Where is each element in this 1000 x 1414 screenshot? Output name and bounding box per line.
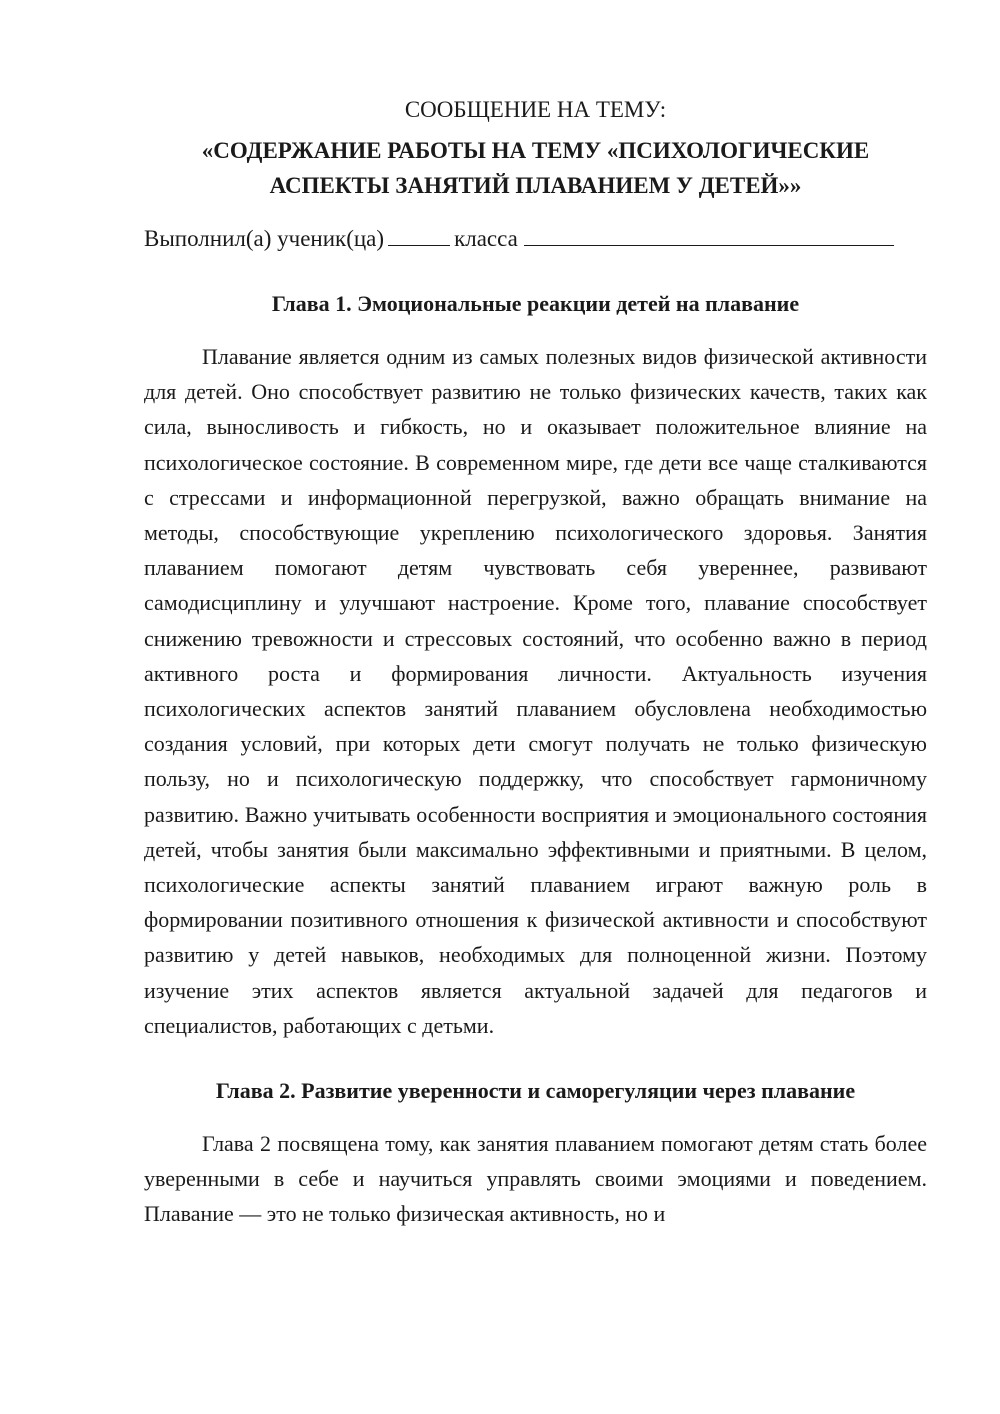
- author-class-label: класса: [454, 226, 518, 251]
- chapter-1-paragraph: Плавание является одним из самых полезных видов физической активности для детей. Оно способствует развитию не только физических качеств, таких как сила, выносливость и гибкость, но и оказывает положительное влияние на психологическое состояние. В современном мире, где дети все чаще сталкиваются с стрессами и информационной перегрузкой, важно обращать внимание на методы, способствующие укреплению психологического здоровья. Занятия плаванием помогают детям чувствовать себя увереннее, развивают самодисциплину и улучшают настроение. Кроме того, плавание способствует снижению тревожности и стрессовых состояний, что особенно важно в период активного роста и формирования личности. Актуальность изучения психологических аспектов занятий плаванием обусловлена необходимостью создания условий, при которых дети смогут получать не только физическую пользу, но и психологическую поддержку, что способствует гармоничному развитию. Важно учитывать особенности восприятия и эмоционального состояния детей, чтобы занятия были максимально эффективными и приятными. В целом, психологические аспекты занятий плаванием играют важную роль в формировании позитивного отношения к физической активности и способствуют развитию у детей навыков, необходимых для полноценной жизни. Поэтому изучение этих аспектов является актуальной задачей для педагогов и специалистов, работающих с детьми.: [144, 344, 927, 1038]
- author-prefix: Выполнил(а) ученик(ца): [144, 226, 385, 251]
- class-number-blank: [388, 223, 450, 246]
- document-content: [144, 92, 927, 1232]
- chapter-2-heading: Глава 2. Развитие уверенности и саморегуляции через плавание: [215, 1078, 856, 1104]
- document-header: СООБЩЕНИЕ НА ТЕМУ:: [404, 97, 667, 122]
- document-title-line-2: АСПЕКТЫ ЗАНЯТИЙ ПЛАВАНИЕМ У ДЕТЕЙ»»: [269, 173, 802, 198]
- document-title: [144, 133, 927, 203]
- chapter-2-paragraph: Глава 2 посвящена тому, как занятия плаванием помогают детям стать более уверенными в себе и научиться управлять своими эмоциями и поведением. Плавание — это не только физическая активность, но и: [144, 1131, 927, 1227]
- document-title-line-1: «СОДЕРЖАНИЕ РАБОТЫ НА ТЕМУ «ПСИХОЛОГИЧЕСКИЕ: [201, 138, 870, 163]
- author-line: [144, 221, 927, 256]
- chapter-1-heading: Глава 1. Эмоциональные реакции детей на плавание: [271, 291, 800, 316]
- student-name-blank: [524, 223, 894, 246]
